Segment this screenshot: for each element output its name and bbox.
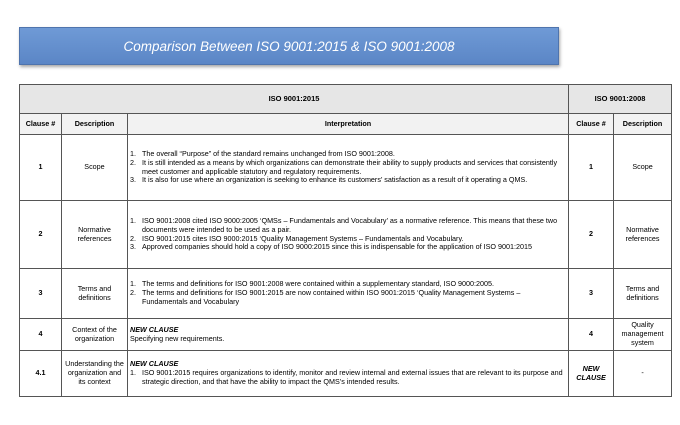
col-description: Description [62,114,128,135]
header-iso-2008: ISO 9001:2008 [569,85,672,114]
interpretation-cell [128,351,569,397]
interpretation-cell [128,319,569,351]
old-clause-number: 4 [569,319,614,351]
old-clause-description: Scope [614,135,672,201]
interpretation-point: 1. The terms and definitions for ISO 9001:2008 were contained within a supplementary standard, ISO 9000:2005. [130,279,495,289]
interpretation-text: Specifying new requirements. [130,333,225,343]
clause-number: 1 [20,135,62,201]
interpretation-point: 1. ISO 9001:2008 cited ISO 9000:2005 ‘QMSs – Fundamentals and Vocabulary’ as a normative reference. This means that these two documents were intended to be used as a pair. [130,215,558,234]
old-clause-description: Quality management system [614,319,672,351]
table-row [20,201,672,269]
interpretation-cell [128,135,569,201]
interpretation-point: 2. The terms and definitions for ISO 9001:2015 are now contained within ISO 9001:2015 ‘Quality Management Systems – Fundamentals and Vocabulary [130,288,521,306]
interpretation-point: 3. It is also for use where an organization is seeking to enhance its customers’ satisfaction as a result of it operating a QMS. [130,175,528,185]
interpretation-point: 3. Approved companies should hold a copy of ISO 9000:2015 since this is indispensable for the application of ISO 9001:2015 [130,242,532,252]
old-clause-number: 1 [569,135,614,201]
old-clause-number: 3 [569,269,614,319]
col-interpretation: Interpretation [128,114,569,135]
interpretation-point: 1. ISO 9001:2015 requires organizations to identify, monitor and review internal and external issues that are relevant to its purpose and strategic direction, and that have the ability to impact the QMS’s intended results. [130,368,563,386]
column-header-row [20,114,672,135]
interpretation-point: 1. The overall “Purpose” of the standard remains unchanged from ISO 9001:2008. [130,148,395,158]
clause-number: 4.1 [20,351,62,397]
clause-description: Terms and definitions [62,269,128,319]
old-clause-number: NEW CLAUSE [569,351,614,397]
new-clause-label: NEW CLAUSE [130,359,179,369]
table-row [20,269,672,319]
header-iso-2015: ISO 9001:2015 [20,85,569,114]
interpretation-point: 2. It is still intended as a means by which organizations can demonstrate their ability to supply products and services that consistently meet customer and applicable statutory and regulatory requirements. [130,157,558,176]
clause-number: 2 [20,201,62,269]
clause-number: 3 [20,269,62,319]
interpretation-point: 2. ISO 9001:2015 cites ISO 9000:2015 ‘Quality Management Systems – Fundamentals and Vocabulary. [130,233,464,243]
comparison-table [19,84,672,397]
table-row [20,135,672,201]
clause-description: Context of the organization [62,319,128,351]
col-old-description: Description [614,114,672,135]
col-old-clause: Clause # [569,114,614,135]
old-clause-description: Normative references [614,201,672,269]
table-row [20,319,672,351]
table-row [20,351,672,397]
clause-description: Understanding the organization and its context [62,351,128,397]
clause-description: Scope [62,135,128,201]
col-clause: Clause # [20,114,62,135]
interpretation-cell [128,201,569,269]
old-clause-description: - [614,351,672,397]
new-clause-label: NEW CLAUSE [130,324,179,334]
title-banner [19,27,559,65]
group-header-row [20,85,672,114]
clause-description: Normative references [62,201,128,269]
old-clause-number: 2 [569,201,614,269]
interpretation-cell [128,269,569,319]
clause-number: 4 [20,319,62,351]
old-clause-description: Terms and definitions [614,269,672,319]
page-title: Comparison Between ISO 9001:2015 & ISO 9001:2008 [123,38,455,54]
